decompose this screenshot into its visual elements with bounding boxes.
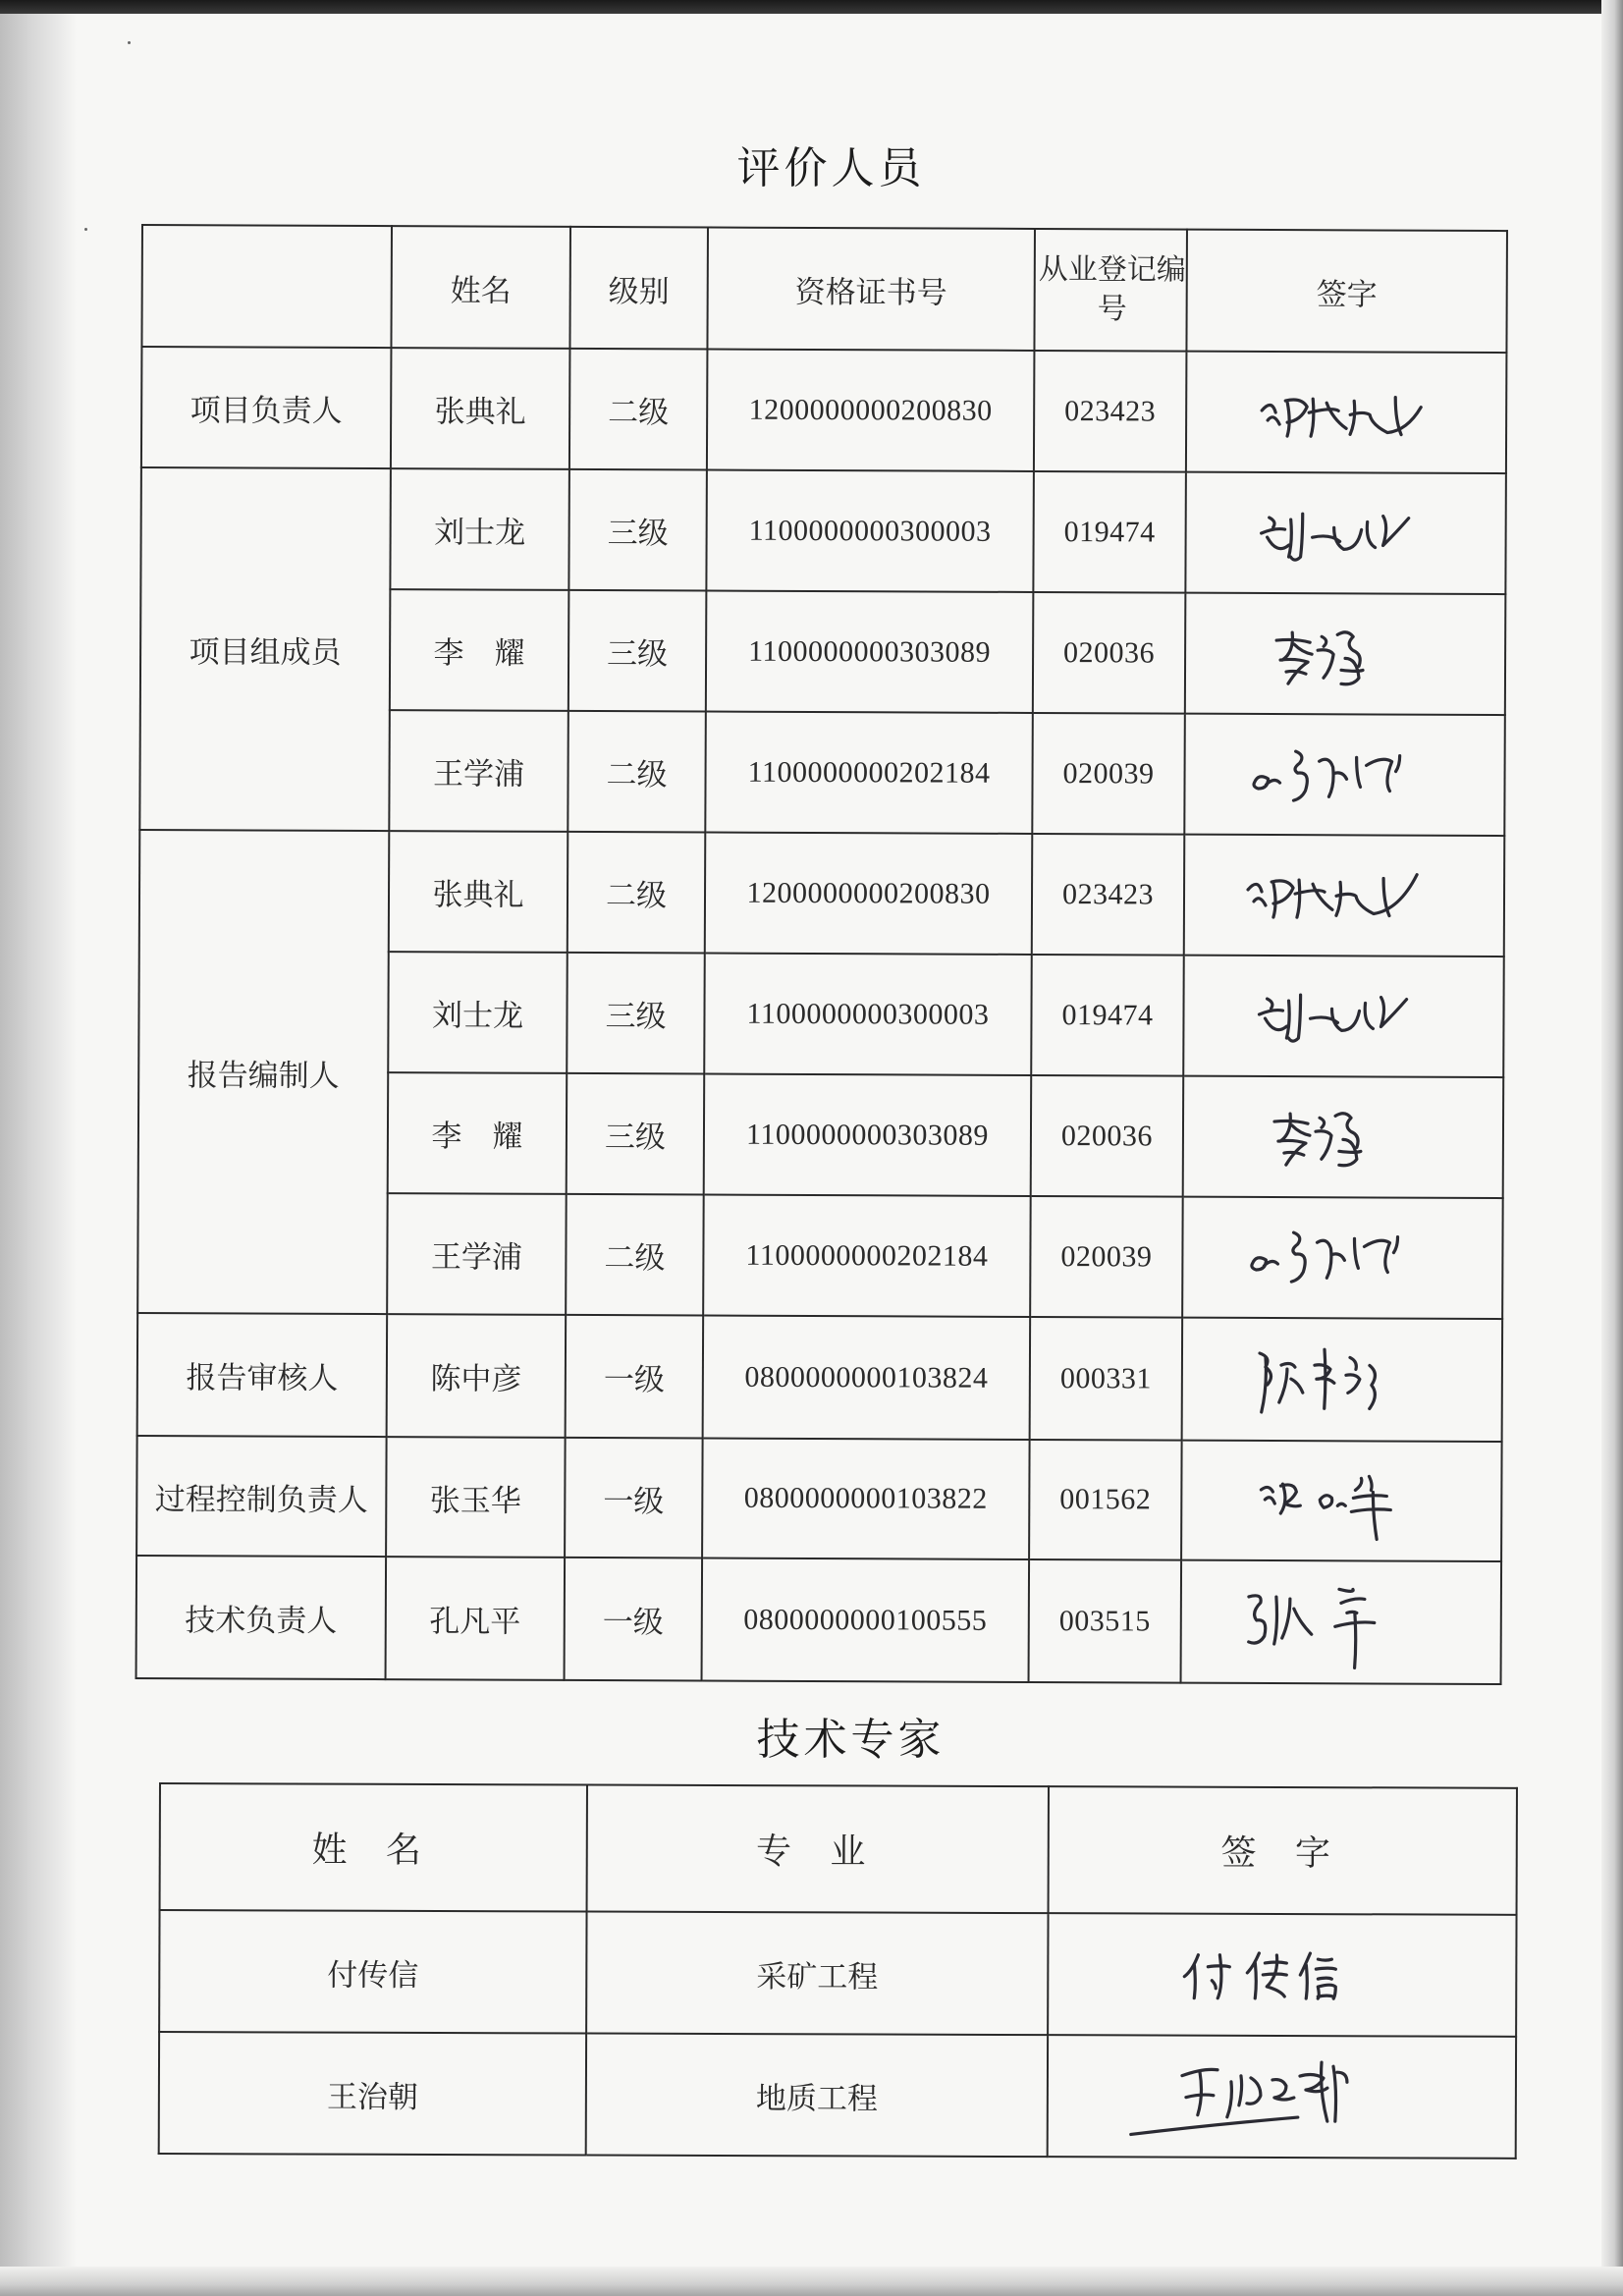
- role-leader: 项目负责人: [141, 347, 392, 468]
- cell-name: 刘士龙: [390, 468, 569, 590]
- cell-signature: [1186, 352, 1507, 473]
- cell-signature: [1185, 472, 1506, 594]
- role-members: 项目组成员: [139, 467, 391, 831]
- cell-name: 孔凡平: [386, 1557, 566, 1680]
- cell-signature: [1182, 1318, 1503, 1442]
- cell-reg: 020039: [1032, 713, 1185, 835]
- cell-cert: 1100000000202184: [705, 712, 1033, 834]
- table-row: [136, 1436, 1502, 1561]
- table-row: [136, 1556, 1502, 1684]
- cell-level: 三级: [568, 590, 707, 712]
- cell-signature: [1184, 835, 1505, 957]
- book-binding-shadow: [0, 0, 77, 2296]
- cell-name: 付传信: [159, 1910, 586, 2034]
- cell-cert: 1100000000202184: [703, 1195, 1031, 1317]
- table-row: [159, 1910, 1516, 2037]
- cell-reg: 000331: [1030, 1317, 1183, 1441]
- header-name: 姓 名: [160, 1783, 587, 1912]
- table-row: [137, 1313, 1503, 1442]
- scan-edge-top: [0, 0, 1623, 14]
- cell-cert: 1200000000200830: [705, 833, 1033, 955]
- table-row: [159, 2032, 1516, 2159]
- cell-level: 三级: [568, 469, 707, 591]
- speck: [84, 228, 87, 231]
- cell-signature: [1048, 2035, 1516, 2159]
- signature-fu-chuanxin: [1174, 1936, 1390, 2015]
- header-sign: 签 字: [1049, 1786, 1517, 1915]
- cell-signature: [1183, 956, 1504, 1077]
- signature-zhang-dianli: [1248, 372, 1444, 452]
- cell-name: 刘士龙: [388, 952, 568, 1073]
- cell-signature: [1181, 1560, 1502, 1684]
- cell-level: 二级: [566, 1194, 704, 1316]
- cell-signature: [1183, 1076, 1504, 1198]
- signature-li-yao: [1247, 614, 1443, 693]
- header-sign: 签字: [1186, 230, 1507, 353]
- header-name: 姓名: [391, 226, 570, 349]
- staff-table: [135, 224, 1508, 1685]
- signature-zhang-dianli: [1236, 855, 1452, 935]
- signature-liu-shilong: [1247, 493, 1443, 573]
- cell-signature: [1184, 714, 1505, 836]
- cell-major: 采矿工程: [586, 1912, 1048, 2036]
- header-reg: [1034, 229, 1187, 352]
- header-cert: 资格证书号: [707, 228, 1035, 351]
- cell-cert: 1100000000300003: [706, 470, 1034, 592]
- staff-header-row: [141, 225, 1507, 353]
- cell-level: 二级: [568, 711, 706, 833]
- cell-name: 王学浦: [389, 710, 568, 832]
- cell-name: 王治朝: [159, 2032, 586, 2156]
- speck: [128, 41, 131, 44]
- cell-cert: 0800000000103822: [702, 1439, 1030, 1559]
- staff-title: 评价人员: [736, 143, 926, 193]
- signature-liu-shilong: [1245, 976, 1441, 1056]
- cell-reg: 020036: [1031, 1075, 1184, 1197]
- cell-level: 三级: [567, 1073, 705, 1195]
- cell-name: 李 耀: [388, 1072, 568, 1194]
- cell-name: 陈中彦: [387, 1314, 567, 1438]
- signature-kong-fanping: [1233, 1572, 1449, 1671]
- cell-signature: [1048, 1913, 1516, 2037]
- cell-cert: 1100000000303089: [704, 1074, 1032, 1196]
- cell-reg: 023423: [1032, 834, 1185, 956]
- cell-cert: 0800000000100555: [702, 1558, 1030, 1682]
- cell-cert: 1100000000303089: [706, 591, 1034, 713]
- table-row: [141, 347, 1507, 473]
- cell-reg: 019474: [1033, 471, 1186, 593]
- experts-table: [158, 1782, 1518, 2159]
- header-blank: [141, 225, 392, 348]
- cell-reg: 020036: [1033, 592, 1186, 714]
- cell-signature: [1181, 1441, 1502, 1561]
- role-writers: 报告编制人: [137, 830, 389, 1314]
- experts-header-row: [160, 1783, 1517, 1915]
- cell-name: 王学浦: [387, 1193, 567, 1315]
- cell-reg: 001562: [1029, 1440, 1182, 1560]
- cell-level: 三级: [567, 953, 705, 1074]
- signature-wang-zhichao: [1114, 2042, 1448, 2151]
- header-major: 专 业: [587, 1785, 1049, 1914]
- header-reg-text: 从业登记编号: [1038, 251, 1186, 327]
- signature-zhang-yuhua: [1243, 1456, 1439, 1546]
- cell-name: 张玉华: [386, 1437, 566, 1558]
- cell-signature: [1185, 593, 1506, 715]
- cell-name: 李 耀: [390, 589, 569, 711]
- cell-name: 张典礼: [391, 348, 570, 469]
- experts-title: 技术专家: [756, 1715, 946, 1765]
- signature-li-yao: [1245, 1097, 1441, 1176]
- role-tech: 技术负责人: [136, 1556, 387, 1679]
- scan-edge-bottom: [0, 2267, 1623, 2296]
- table-row: [140, 467, 1506, 594]
- cell-reg: 019474: [1031, 955, 1184, 1076]
- role-reviewer: 报告审核人: [137, 1313, 388, 1437]
- cell-reg: 003515: [1029, 1559, 1182, 1683]
- signature-wang-xuepu: [1234, 1218, 1450, 1297]
- signature-chen-zhongyan: [1244, 1335, 1440, 1424]
- cell-level: 一级: [565, 1558, 703, 1681]
- cell-name: 张典礼: [389, 831, 568, 953]
- cell-reg: 023423: [1034, 351, 1187, 472]
- cell-level: 一级: [565, 1438, 703, 1558]
- cell-signature: [1182, 1197, 1503, 1319]
- cell-cert: 1100000000300003: [704, 954, 1032, 1075]
- cell-level: 二级: [568, 832, 706, 954]
- table-row: [139, 830, 1505, 957]
- cell-level: 二级: [569, 349, 708, 470]
- scan-edge-right: [1601, 0, 1623, 2296]
- cell-level: 一级: [566, 1315, 704, 1439]
- cell-cert: 1200000000200830: [707, 350, 1035, 471]
- cell-major: 地质工程: [586, 2034, 1048, 2158]
- cell-reg: 020039: [1030, 1196, 1183, 1318]
- header-level: 级别: [569, 227, 708, 350]
- signature-wang-xuepu: [1236, 735, 1452, 814]
- role-process: 过程控制负责人: [136, 1436, 387, 1557]
- cell-cert: 0800000000103824: [703, 1316, 1031, 1440]
